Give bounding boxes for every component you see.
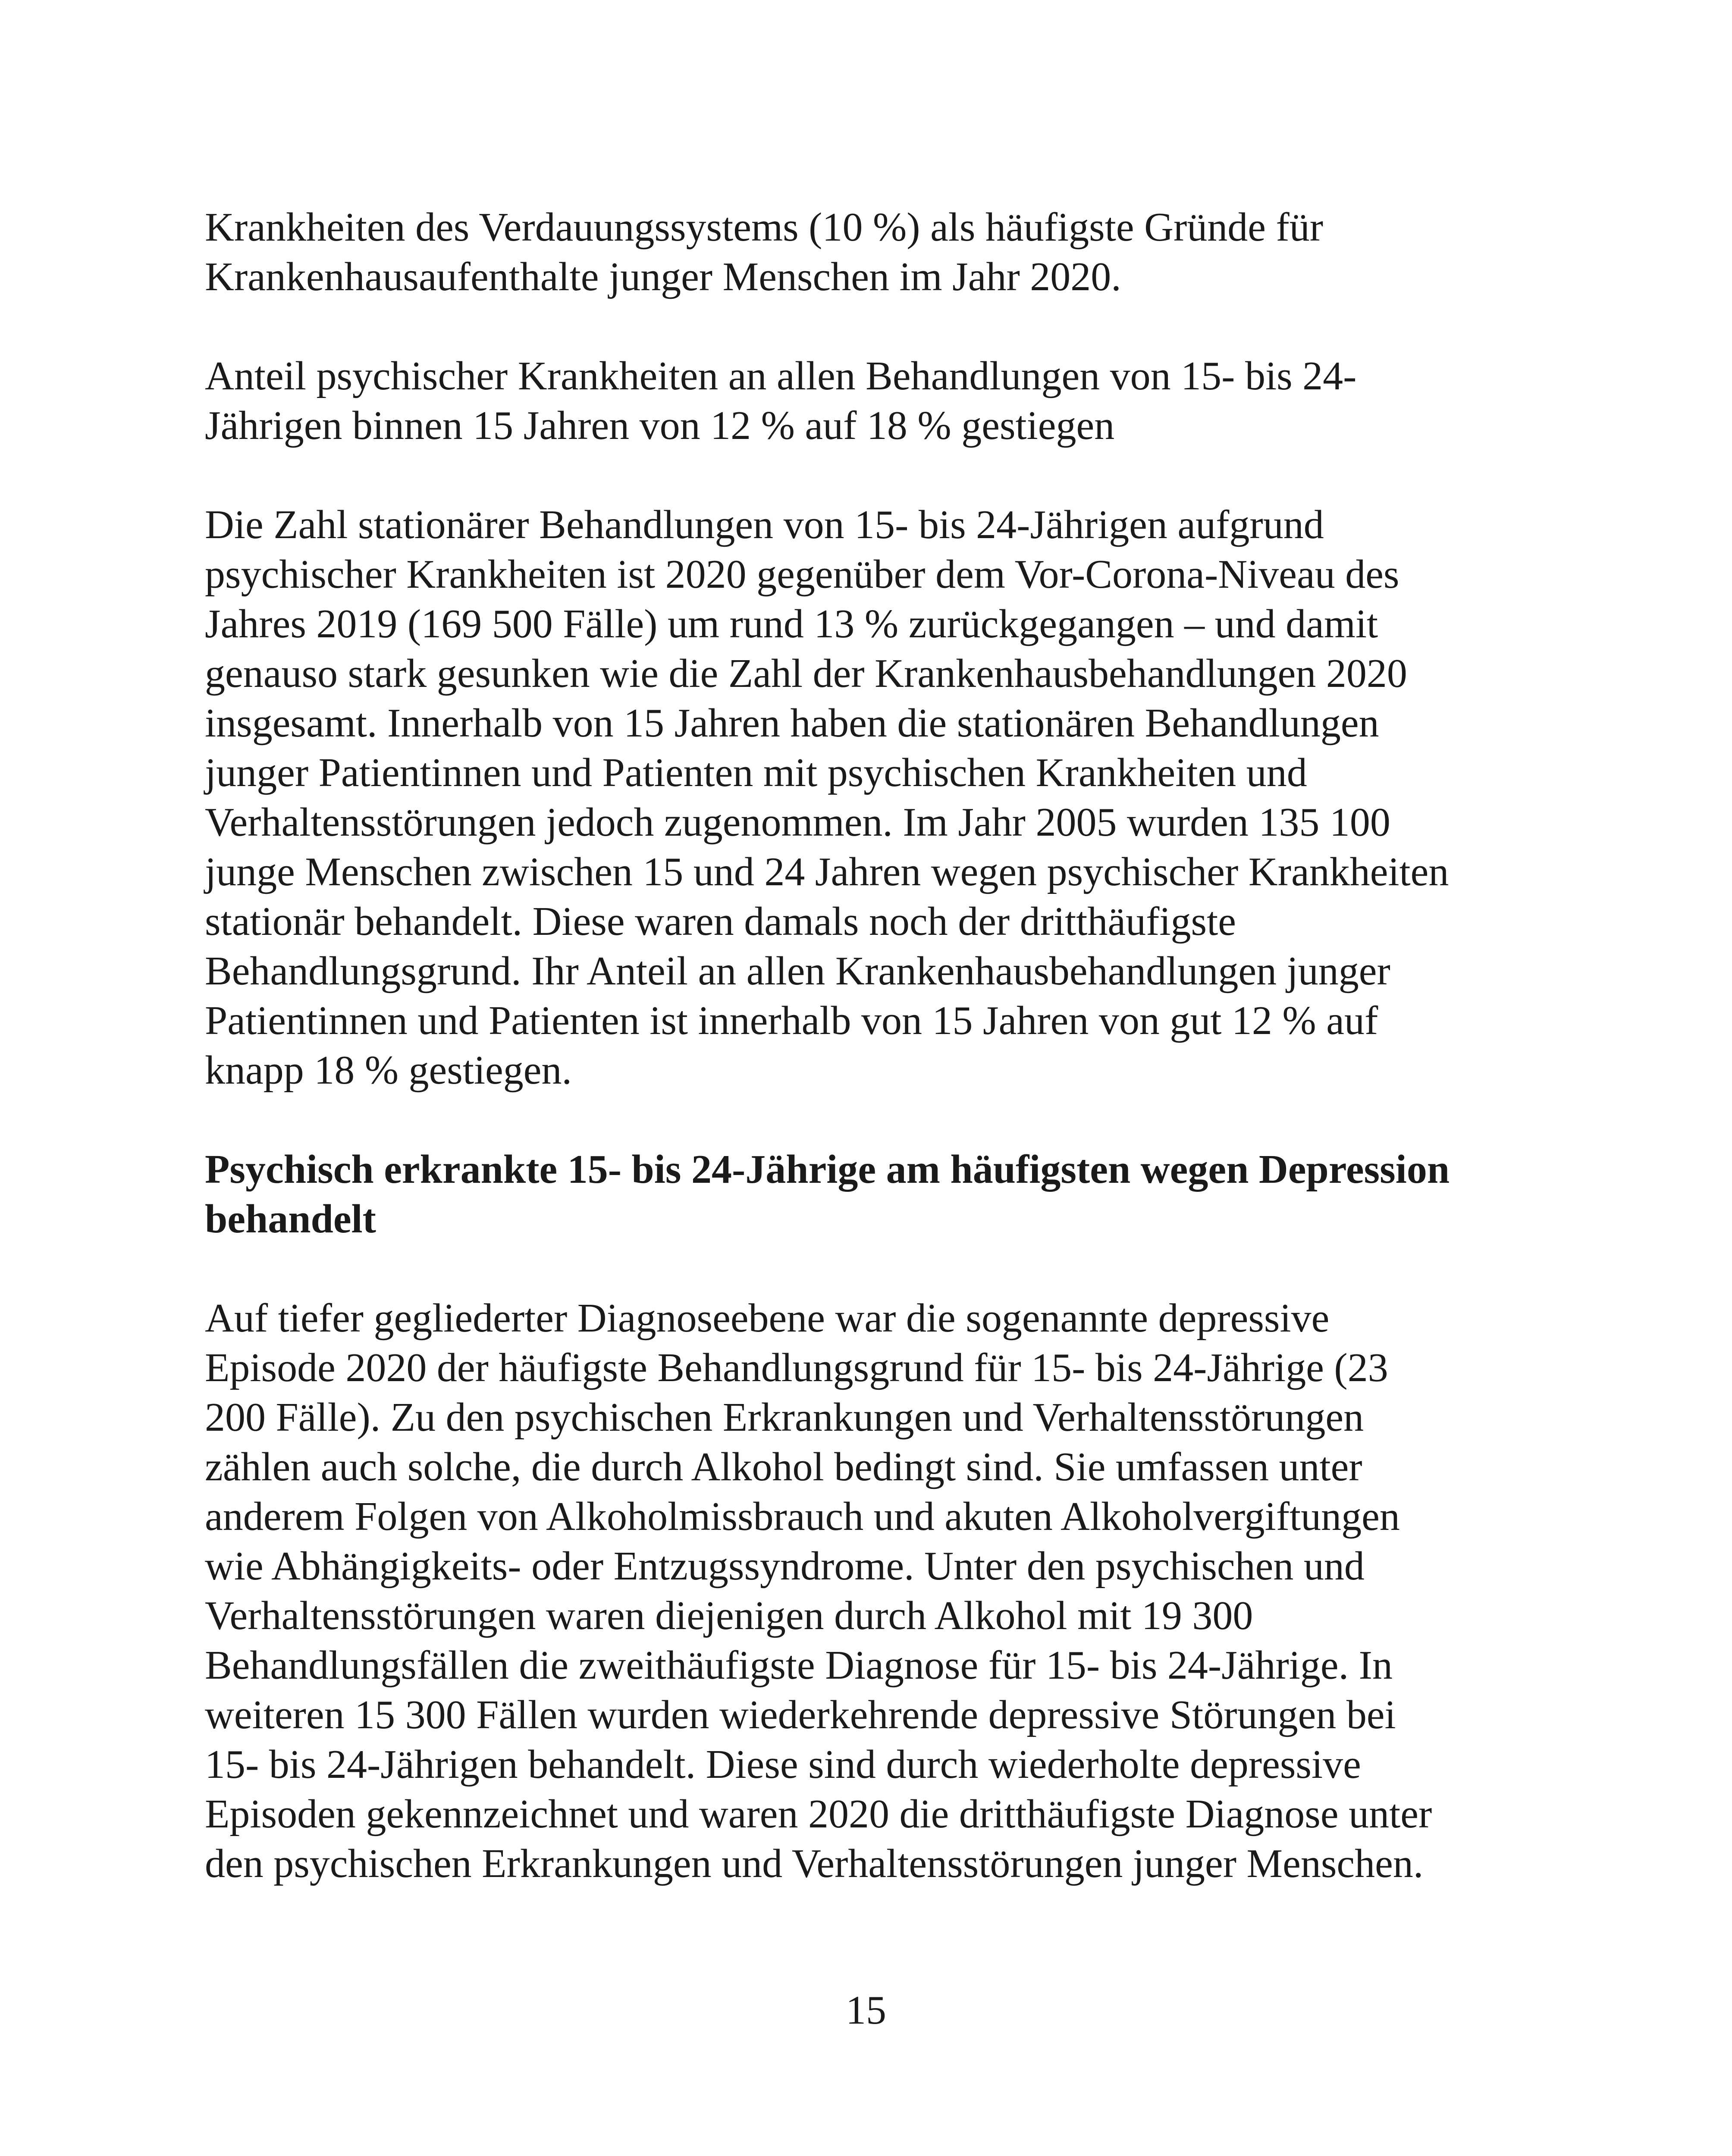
text-line: Anteil psychischer Krankheiten an allen Behandlungen von 15- bis 24- <box>205 354 1357 398</box>
text-line: Jahres 2019 (169 500 Fälle) um rund 13 % zurückgegangen – und damit <box>205 602 1378 646</box>
text-line: knapp 18 % gestiegen. <box>205 1048 572 1093</box>
text-line: Episode 2020 der häufigste Behandlungsgrund für 15- bis 24-Jährige (23 <box>205 1345 1388 1390</box>
text-line: psychischer Krankheiten ist 2020 gegenüber dem Vor-Corona-Niveau des <box>205 552 1399 597</box>
text-line: den psychischen Erkrankungen und Verhaltensstörungen junger Menschen. <box>205 1841 1424 1886</box>
heading-line: Psychisch erkrankte 15- bis 24-Jährige am häufigsten wegen Depression <box>205 1147 1450 1192</box>
paragraph-share-summary <box>205 351 1550 451</box>
text-line: zählen auch solche, die durch Alkohol bedingt sind. Sie umfassen unter <box>205 1445 1362 1489</box>
text-line: Episoden gekennzeichnet und waren 2020 die dritthäufigste Diagnose unter <box>205 1792 1432 1836</box>
text-line: 200 Fälle). Zu den psychischen Erkrankungen und Verhaltensstörungen <box>205 1395 1364 1440</box>
text-line: Behandlungsfällen die zweithäufigste Diagnose für 15- bis 24-Jährige. In <box>205 1643 1393 1688</box>
text-line: Auf tiefer gegliederter Diagnoseebene war die sogenannte depressive <box>205 1296 1330 1341</box>
text-line: junger Patientinnen und Patienten mit psychischen Krankheiten und <box>205 750 1307 795</box>
text-line: 15- bis 24-Jährigen behandelt. Diese sind durch wiederholte depressive <box>205 1742 1361 1787</box>
text-line: Jährigen binnen 15 Jahren von 12 % auf 18 % gestiegen <box>205 403 1115 448</box>
page-number: 15 <box>846 1988 886 2033</box>
text-line: weiteren 15 300 Fällen wurden wiederkehrende depressive Störungen bei <box>205 1692 1396 1737</box>
text-line: genauso stark gesunken wie die Zahl der Krankenhausbehandlungen 2020 <box>205 651 1407 696</box>
text-line: Verhaltensstörungen jedoch zugenommen. Im Jahr 2005 wurden 135 100 <box>205 800 1390 845</box>
text-line: Verhaltensstörungen waren diejenigen durch Alkohol mit 19 300 <box>205 1593 1253 1638</box>
text-line: anderem Folgen von Alkoholmissbrauch und akuten Alkoholvergiftungen <box>205 1494 1400 1539</box>
text-line: stationär behandelt. Diese waren damals noch der dritthäufigste <box>205 899 1236 944</box>
text-line: junge Menschen zwischen 15 und 24 Jahren wegen psychischer Krankheiten <box>205 849 1449 894</box>
text-line: Die Zahl stationärer Behandlungen von 15- bis 24-Jährigen aufgrund <box>205 502 1324 547</box>
text-line: Behandlungsgrund. Ihr Anteil an allen Krankenhausbehandlungen junger <box>205 949 1390 993</box>
text-line: Patientinnen und Patienten ist innerhalb von 15 Jahren von gut 12 % auf <box>205 998 1378 1043</box>
page-content <box>205 203 1550 1938</box>
paragraph-inpatient-treatments <box>205 500 1550 1095</box>
text-line: wie Abhängigkeits- oder Entzugssyndrome. Unter den psychischen und <box>205 1544 1365 1589</box>
text-line: Krankheiten des Verdauungssystems (10 %) als häufigste Gründe für <box>205 205 1324 250</box>
heading-line: behandelt <box>205 1197 376 1241</box>
text-line: insgesamt. Innerhalb von 15 Jahren haben die stationären Behandlungen <box>205 701 1379 746</box>
text-line: Krankenhausaufenthalte junger Menschen im Jahr 2020. <box>205 254 1121 299</box>
section-heading <box>205 1145 1550 1244</box>
paragraph-depression-diagnoses <box>205 1294 1550 1889</box>
paragraph-hospital-reasons <box>205 203 1550 302</box>
